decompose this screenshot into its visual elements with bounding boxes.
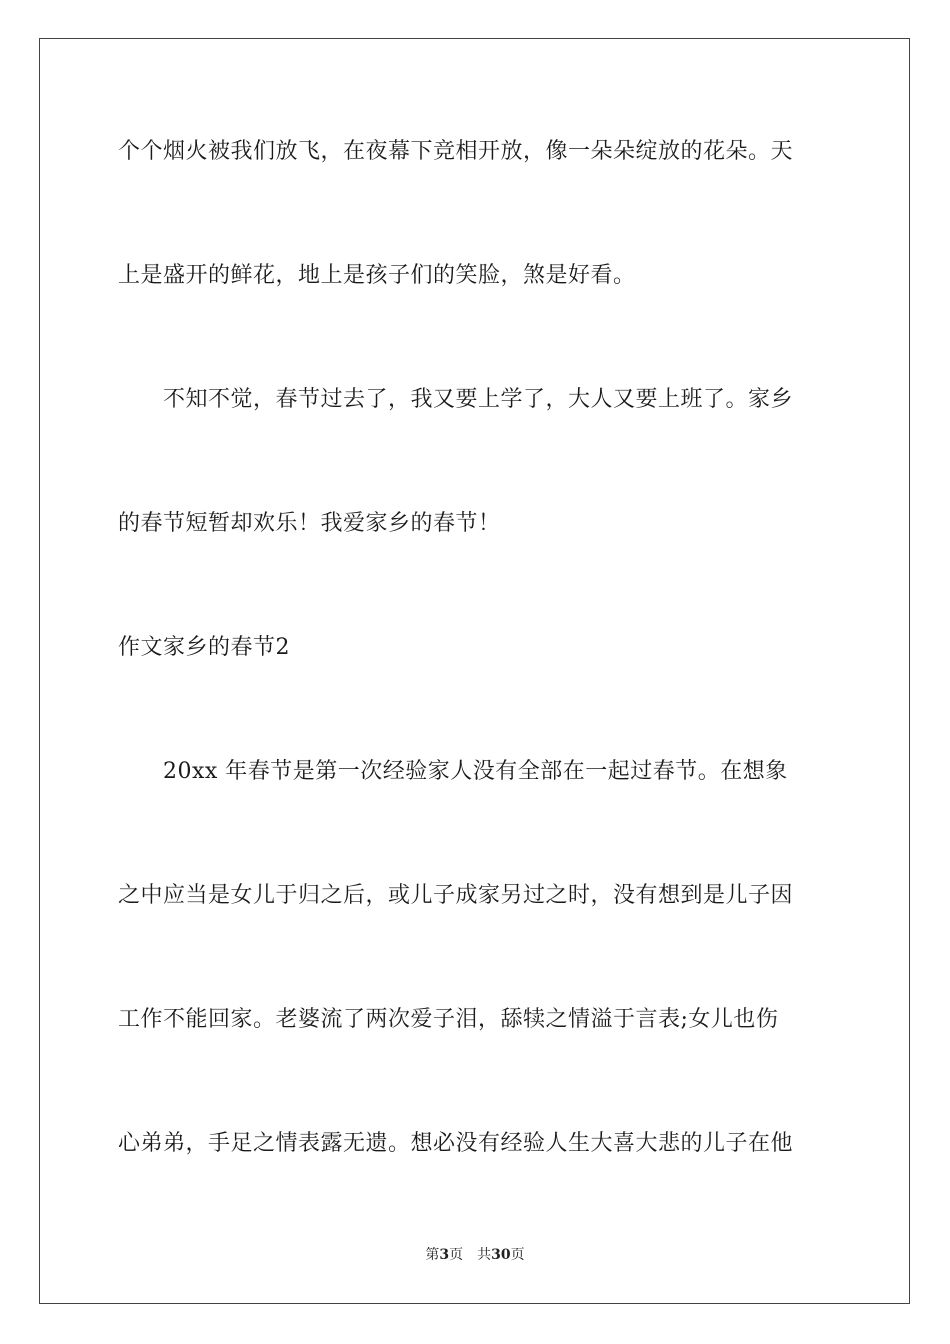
total-suffix: 页 (510, 1247, 525, 1263)
total-prefix: 共 (477, 1247, 492, 1263)
page-total: 30 (491, 1247, 511, 1263)
section-heading: 作文家乡的春节2 (118, 635, 290, 660)
text-line-3: 不知不觉，春节过去了，我又要上学了，大人又要上班了。家乡 (163, 387, 794, 412)
page-border (39, 38, 910, 1304)
text-line-7: 之中应当是女儿于归之后，或儿子成家另过之时，没有想到是儿子因 (118, 883, 794, 908)
text-line-6: 20xx 年春节是第一次经验家人没有全部在一起过春节。在想象 (163, 759, 788, 784)
page-mid: 页 (449, 1247, 464, 1263)
page-prefix: 第 (425, 1247, 440, 1263)
text-line-1: 个个烟火被我们放飞，在夜幕下竞相开放，像一朵朵绽放的花朵。天 (118, 139, 794, 164)
page-footer (0, 1245, 950, 1265)
text-line-8: 工作不能回家。老婆流了两次爱子泪，舔犊之情溢于言表;女儿也伤 (118, 1007, 779, 1032)
text-line-2: 上是盛开的鲜花，地上是孩子们的笑脸，煞是好看。 (118, 263, 636, 288)
page-current: 3 (439, 1247, 450, 1263)
text-line-9: 心弟弟，手足之情表露无遗。想必没有经验人生大喜大悲的儿子在他 (118, 1131, 794, 1156)
text-line-4: 的春节短暂却欢乐！我爱家乡的春节！ (118, 511, 501, 536)
